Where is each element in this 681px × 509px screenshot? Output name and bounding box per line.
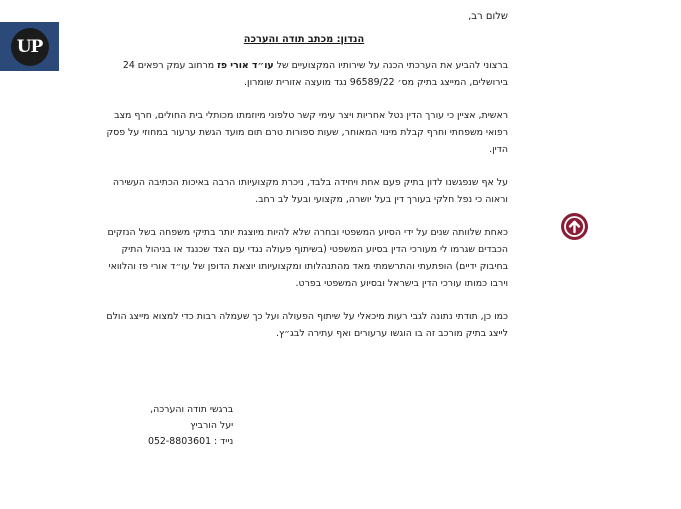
paragraph-5: כמו כן, תודתי נתונה לגבי רעות מיכאלי על שיתוף הפעולה ועל כך שעמלה רבות כדי למצוא מייצג הולם לייצג בתיק מורכב זה בו הוגשו ערעורים ואף עתירה לבג״ץ. [106,311,508,339]
signature-block [148,402,233,450]
letter-subject: הנדון: מכתב תודה והערכה [243,34,365,45]
paragraph-4: כאחת שלוותה שנים על ידי הסיוע המשפטי ובחרה שלא להיות מיוצגת יותר בתיקי משפחה בשל הנזקים הכבדים שגרמו לי מעורכי הדין בסיוע המשפטי (בשיתוף פעולה נגדי עם הצד שכנגד או בניהול התיק בחיבוק ידיים) הופתעתי והתרשמתי מאד מהתנהלותו ומקצועיותו יוצאת הדופן של עו״ד אורי פז והלוואי וירבו כמותו עורכי הדין בישראל ובסיוע המשפטי בפרט. [107,227,508,289]
letter-body [100,8,508,358]
phone-number: 052-8803601 [148,436,212,447]
paragraph-1 [100,57,508,91]
logo-badge [11,28,49,66]
arrow-up-icon [561,213,588,240]
closing-line: ברגשי תודה והערכה, [150,404,234,415]
logo-text: UP [16,36,43,57]
p1-after: מרחוב עמק רפאים 24 בירושלים, המייצג בתיק מס׳ 96589/22 נגד מועצה אזורית שומרון. [122,60,508,88]
lawyer-name: עו״ד אורי פז [217,60,274,71]
paragraph-3: על אף שנפגשנו לדון בתיק פעם אחת ויחידה בלבד, ניכרת מקצועיותו הרבה באיכות הכתיבה העשירה וראוה כי נפל חלקי בעורך דין בעל יושרה, מקצועי ובעל לב רחב. [112,177,508,205]
phone-label: נייד : [214,436,234,447]
company-logo [0,22,59,71]
p1-before: ברצוני להביע את הערכתי הכנה על שירותיו המקצועיים של [276,60,508,71]
phone-line [148,434,233,450]
signer-name: יעל הורביץ [190,420,234,431]
paragraph-2: ראשית, אציין כי עורך הדין נטל אחריות ויצר עימי קשר טלפוני מיוזמתו מכותלי בית החולים, חרף מצב רפואי משפחתי וחרף קבלת מינוי המאוחר, שעות ספורות טרם תום מועד הגשת ערעור במחוזי על פסק הדין. [106,110,508,155]
greeting: שלום רב, [468,11,508,22]
scroll-to-top-button[interactable] [561,213,588,240]
